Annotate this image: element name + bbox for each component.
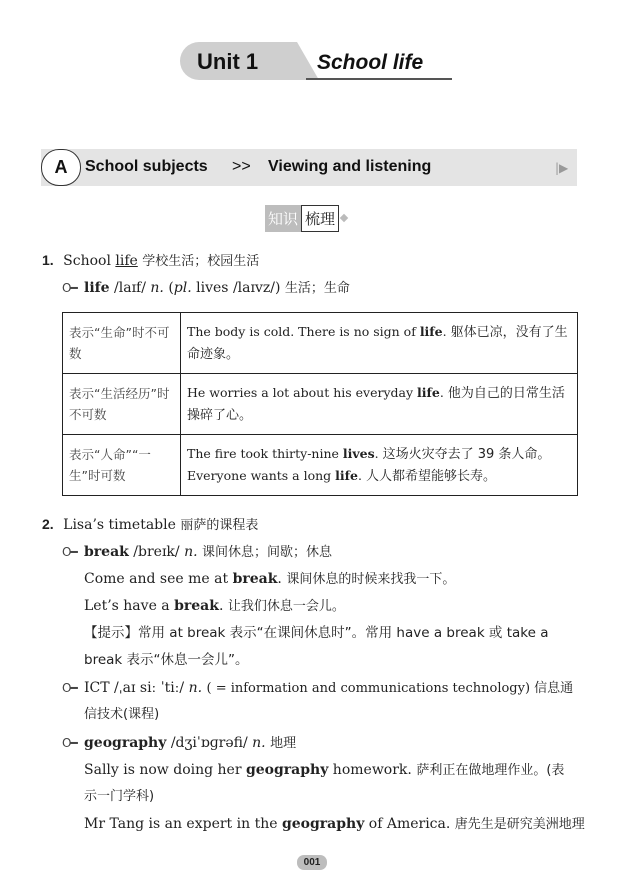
example-text: . [277,571,282,587]
life-phonetic: /laɪf/ [114,280,146,296]
life-plural-label: pl. [173,280,192,296]
item2-number: 2. [42,516,54,532]
key-icon: O━ [62,545,77,559]
table-row [63,435,578,496]
example-text: . [358,468,362,483]
unit-header [180,42,455,82]
play-arrow-icon: |▶ [555,161,569,175]
example-cell [181,435,578,496]
example-text: . [218,598,224,614]
ict-entry [84,678,573,699]
break-example-2 [84,596,345,617]
example-text: The body is cold. There is no sign of [187,324,420,339]
example-zh: 课间休息的时候来找我一下。 [286,572,456,587]
table-row [63,313,578,374]
item1-heading [42,250,259,272]
example-bold: geography [245,762,329,778]
badge-right-text: 梳理 [301,205,339,232]
example-zh: 他为自己的日常生活操碎了心。 [187,386,565,423]
ict-phonetic: /ˌaɪ siː ˈtiː/ [114,680,185,696]
example-zh: 萨利正在做地理作业。(表 [416,763,565,778]
example-text: . [374,446,379,461]
example-text: Mr Tang is an expert in the [84,816,282,832]
example-zh: 躯体已凉，没有了生命迹象。 [187,325,568,362]
example-text: of America. [364,816,451,832]
page-number: 001 [297,855,327,870]
badge-left-text: 知识 [265,205,301,232]
unit-title-underline [306,78,452,80]
example-cell [181,313,578,374]
example-zh: 唐先生是研究美洲地理 [454,817,585,832]
life-entry [84,278,350,299]
example-bold: lives [342,446,375,461]
key-icon: O━ [62,736,77,750]
geography-pos: n. [252,735,266,751]
ict-word: ICT [84,680,110,696]
life-plural-phonetic: /laɪvz/ [232,280,275,296]
life-usage-table [62,312,578,496]
knowledge-badge [265,205,347,231]
break-phonetic: /breɪk/ [133,544,180,560]
break-pos: n. [184,544,198,560]
geography-example-1 [84,760,564,781]
key-icon: O━ [62,281,77,295]
example-bold: break [174,598,219,614]
section-arrows: >> [232,158,251,175]
item1-heading-zh: 学校生活；校园生活 [142,254,260,269]
geography-meaning: 地理 [270,736,297,751]
example-text: Everyone wants a long [187,468,336,483]
item1-heading-word: life [115,253,138,269]
example-zh: 人人都希望能够长寿。 [365,469,496,484]
example-text: . [442,324,447,339]
geography-example-2 [84,814,585,835]
unit-label: Unit 1 [197,49,259,74]
example-text: The fire took thirty-nine [187,446,343,461]
unit-title: School life [317,51,424,74]
usage-cell: 表示“人命”“一生”时可数 [63,435,181,496]
break-tip-line1: 【提示】常用 at break 表示“在课间休息时”。常用 have a break 或 take a [84,625,549,641]
life-meaning: 生活；生命 [284,281,350,296]
break-word: break [84,544,129,560]
example-bold: geography [281,816,365,832]
geography-example-1-line2: 示一门学科) [84,789,155,804]
example-bold: life [419,324,443,339]
example-text: Let’s have a [84,598,175,614]
life-pos: n. [150,280,164,296]
ict-definition: ( = information and communications technology) 信息通 [206,681,574,696]
example-text: Sally is now doing her [84,762,246,778]
usage-cell: 表示“生活经历”时不可数 [63,374,181,435]
geography-phonetic: /dʒiˈɒɡrəfi/ [170,735,248,751]
item2-heading-text: Lisa’s timetable [63,517,176,533]
example-bold: life [335,468,358,483]
example-text: . [439,385,444,400]
item1-heading-pre: School [63,253,116,269]
break-entry [84,542,332,563]
life-plural-word: lives [196,280,229,296]
section-subject: School subjects [85,158,208,175]
geography-entry [84,733,296,754]
ict-pos: n. [188,680,203,696]
item1-number: 1. [42,252,54,268]
break-example-1 [84,569,455,590]
life-word: life [84,280,110,296]
example-bold: break [232,571,278,587]
example-cell [181,374,578,435]
example-line [187,465,571,487]
badge-diamond [340,214,348,222]
life-plural-open: ( [168,280,174,296]
usage-cell: 表示“生命”时不可数 [63,313,181,374]
example-text: homework. [328,762,412,778]
example-text: Come and see me at [84,571,233,587]
table-row [63,374,578,435]
example-bold: life [417,385,440,400]
example-zh: 让我们休息一会儿。 [227,599,345,614]
example-line [187,443,571,465]
ict-definition-line2: 信技术(课程) [84,707,160,722]
geography-word: geography [84,735,167,751]
break-meaning: 课间休息；间歇；休息 [202,545,333,560]
item2-heading-zh: 丽萨的课程表 [180,518,259,533]
break-tip-line2: break 表示“休息一会儿”。 [84,652,249,668]
section-topic: Viewing and listening [268,158,432,175]
section-letter: A [41,149,81,186]
example-zh: 这场火灾夺去了 39 条人命。 [382,447,551,462]
example-text: He worries a lot about his everyday [187,385,418,400]
life-plural-close: ) [274,280,281,296]
item2-heading [42,514,258,536]
key-icon: O━ [62,681,77,695]
